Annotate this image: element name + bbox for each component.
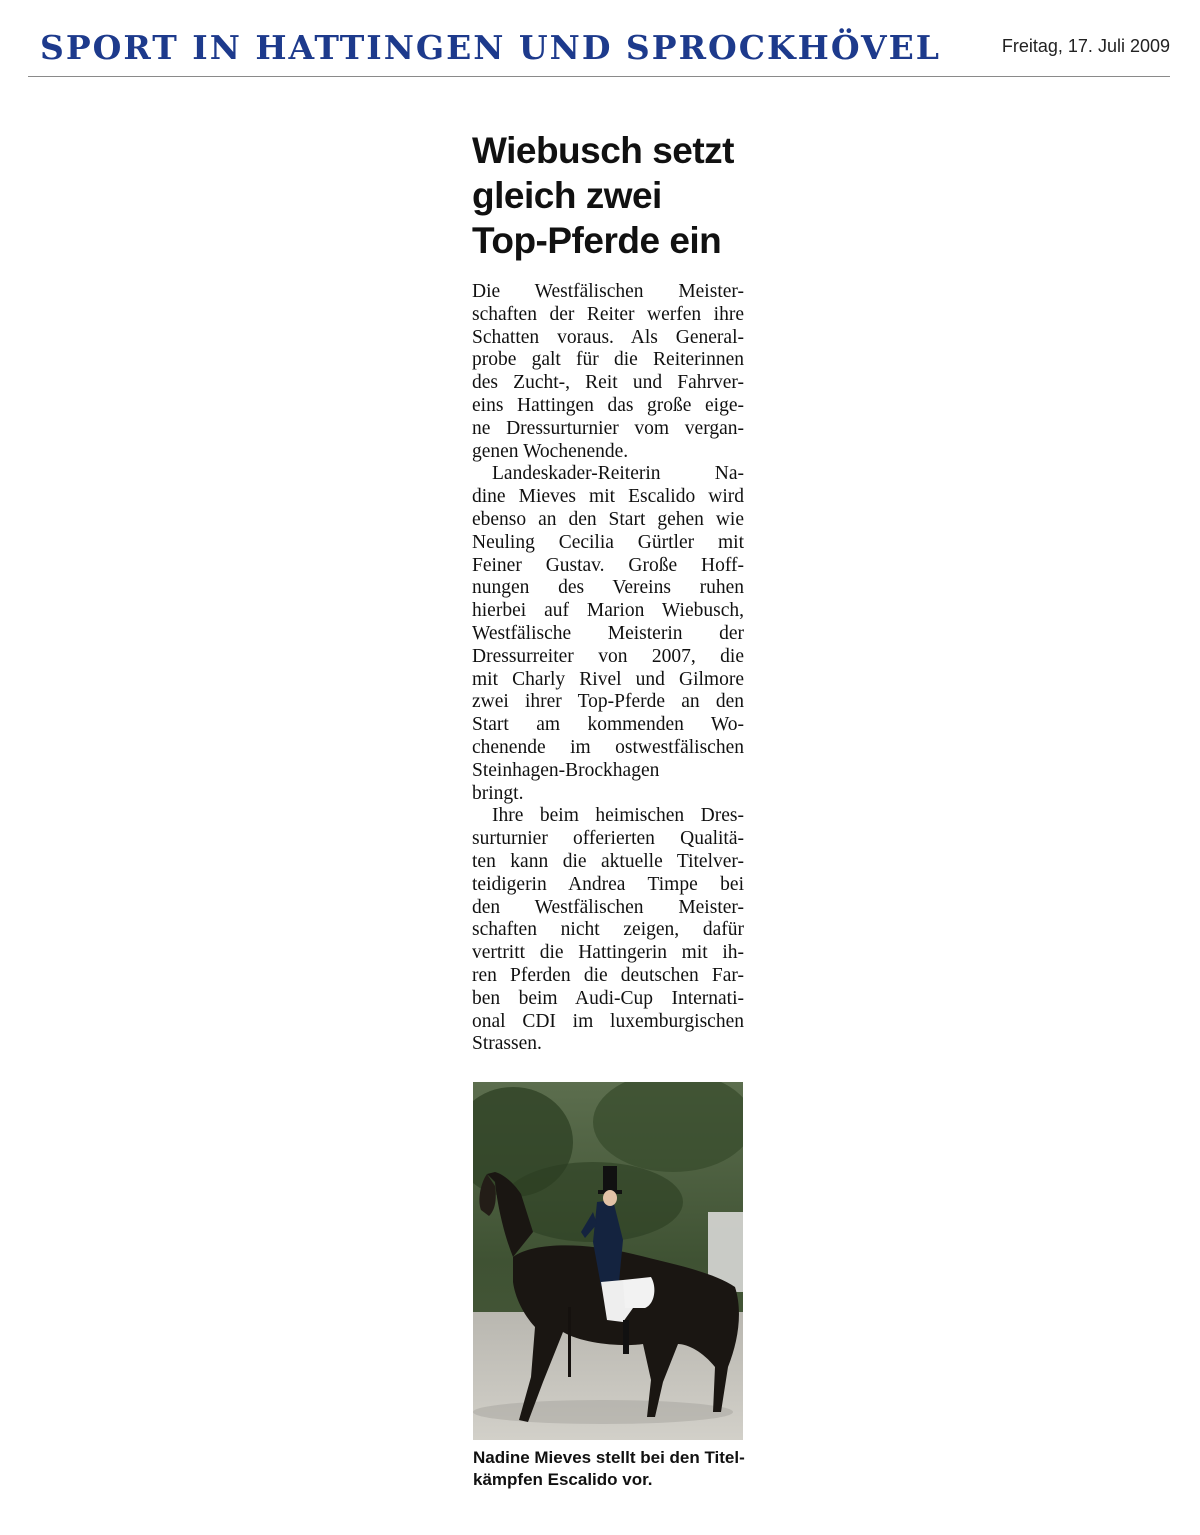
body-line: probe galt für die Reiterinnen (472, 349, 744, 371)
article-body (472, 281, 744, 1056)
body-line: Strassen. (472, 1033, 542, 1055)
body-line: schaften nicht zeigen, dafür (472, 919, 744, 941)
body-line: bringt. (472, 782, 524, 804)
body-line: des Zucht-, Reit und Fahrver- (472, 372, 744, 394)
body-line: nungen des Vereins ruhen (472, 577, 744, 599)
issue-date: Freitag, 17. Juli 2009 (1001, 36, 1170, 56)
section-title: SPORT IN HATTINGEN UND SPROCKHÖVEL (40, 28, 941, 67)
body-line: eins Hattingen das große eige- (472, 394, 744, 416)
body-line: Landeskader-Reiterin Na- (492, 463, 744, 485)
body-line: ebenso an den Start gehen wie (472, 508, 744, 530)
body-line: Steinhagen-Brockhagen (472, 759, 660, 781)
body-line: Die Westfälischen Meister- (472, 281, 744, 302)
headline (472, 128, 744, 263)
body-line: ten kann die aktuelle Titelver- (472, 850, 744, 872)
body-line: Feiner Gustav. Große Hoff- (472, 554, 744, 576)
body-line: Start am kommenden Wo- (472, 714, 744, 736)
photo-caption (473, 1447, 745, 1491)
caption-line: Nadine Mieves stellt bei den Titel- (473, 1448, 745, 1467)
body-line: hierbei auf Marion Wiebusch, (472, 600, 744, 622)
body-line: mit Charly Rivel und Gilmore (472, 668, 744, 690)
body-line: surturnier offerierten Qualitä- (472, 828, 744, 850)
body-line: genen Wochenende. (472, 440, 629, 462)
masthead (28, 24, 1170, 77)
body-line: Westfälische Meisterin der (472, 622, 744, 644)
body-line: Dressurreiter von 2007, die (472, 645, 744, 667)
body-line: Schatten voraus. Als General- (472, 326, 744, 348)
headline-line: Wiebusch setzt (472, 130, 734, 171)
body-line: den Westfälischen Meister- (472, 896, 744, 918)
article (472, 128, 744, 1056)
body-line: dine Mieves mit Escalido wird (472, 486, 744, 508)
headline-line: Top-Pferde ein (472, 220, 722, 261)
body-line: teidigerin Andrea Timpe bei (472, 873, 744, 895)
body-line: chenende im ostwestfälischen (472, 736, 744, 758)
body-line: ren Pferden die deutschen Far- (472, 964, 744, 986)
headline-line: gleich zwei (472, 175, 662, 216)
body-line: onal CDI im luxemburgischen (472, 1010, 744, 1032)
body-line: ne Dressurturnier vom vergan- (472, 417, 744, 439)
article-photo (473, 1082, 743, 1440)
body-line: schaften der Reiter werfen ihre (472, 303, 744, 325)
body-line: Ihre beim heimischen Dres- (492, 805, 744, 827)
body-line: Neuling Cecilia Gürtler mit (472, 531, 744, 553)
body-line: vertritt die Hattingerin mit ih- (472, 942, 744, 964)
dressage-rider-photo (473, 1082, 743, 1440)
body-line: zwei ihrer Top-Pferde an den (472, 691, 744, 713)
caption-line: kämpfen Escalido vor. (473, 1470, 653, 1489)
body-line: ben beim Audi-Cup Internati- (472, 987, 744, 1009)
